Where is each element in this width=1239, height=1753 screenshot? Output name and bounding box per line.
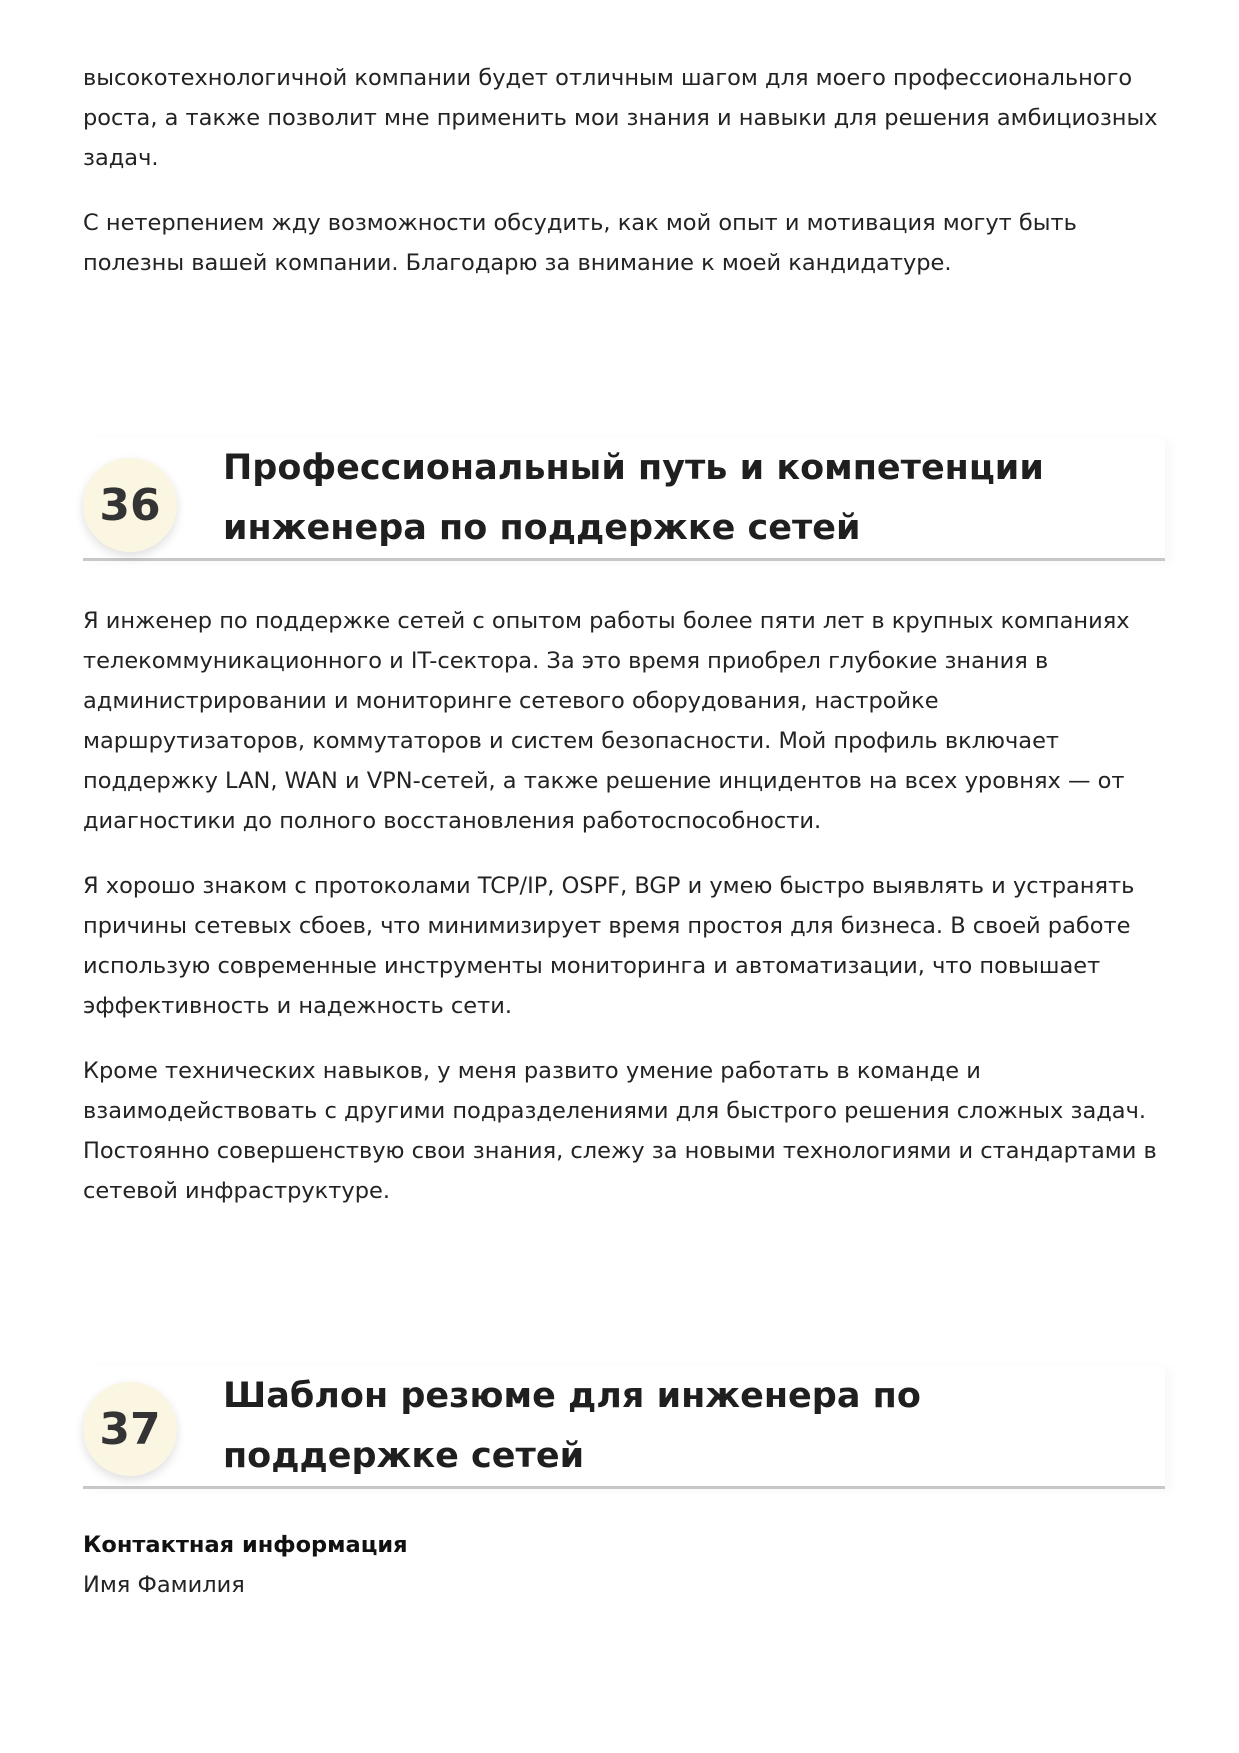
body-paragraph: Я инженер по поддержке сетей с опытом работы более пяти лет в крупных компаниях телекоммуникационного и IT-сектора. За это время приобрел глубокие знания в администрировании и мониторинге сетевого оборудования, настройке маршрутизаторов, коммутаторов и систем безопасности. Мой профиль включает поддержку LAN, WAN и VPN-сетей, а также решение инцидентов на всех уровнях — от диагностики до полного восстановления работоспособности. bbox=[83, 608, 1130, 834]
section-body-36 bbox=[83, 601, 1165, 1211]
document-page bbox=[83, 58, 1165, 1605]
intro-paragraph: С нетерпением жду возможности обсудить, как мой опыт и мотивация могут быть полезны вашей компании. Благодарю за внимание к моей кандидатуре. bbox=[83, 210, 1077, 276]
section-number-badge: 36 bbox=[83, 458, 177, 552]
section-number-badge: 37 bbox=[83, 1382, 177, 1476]
section-title: Профессиональный путь и компетенции инженера по поддержке сетей bbox=[223, 448, 1044, 548]
section-header-36 bbox=[83, 438, 1165, 561]
body-paragraph: Кроме технических навыков, у меня развито умение работать в команде и взаимодействовать с другими подразделениями для быстрого решения сложных задач. Постоянно совершенствую свои знания, слежу за новыми технологиями и стандартами в сетевой инфраструктуре. bbox=[83, 1058, 1157, 1204]
contact-name: Имя Фамилия bbox=[83, 1572, 245, 1598]
body-paragraph: Я хорошо знаком с протоколами TCP/IP, OSPF, BGP и умею быстро выявлять и устранять причины сетевых сбоев, что минимизирует время простоя для бизнеса. В своей работе использую современные инструменты мониторинга и автоматизации, что повышает эффективность и надежность сети. bbox=[83, 873, 1135, 1019]
intro-text bbox=[83, 58, 1165, 283]
section-title: Шаблон резюме для инженера по поддержке сетей bbox=[223, 1376, 921, 1476]
contact-info-heading: Контактная информация bbox=[83, 1532, 408, 1558]
contact-block bbox=[83, 1525, 1165, 1605]
intro-paragraph: высокотехнологичной компании будет отличным шагом для моего профессионального роста, а также позволит мне применить мои знания и навыки для решения амбициозных задач. bbox=[83, 65, 1158, 171]
section-header-37 bbox=[83, 1366, 1165, 1489]
